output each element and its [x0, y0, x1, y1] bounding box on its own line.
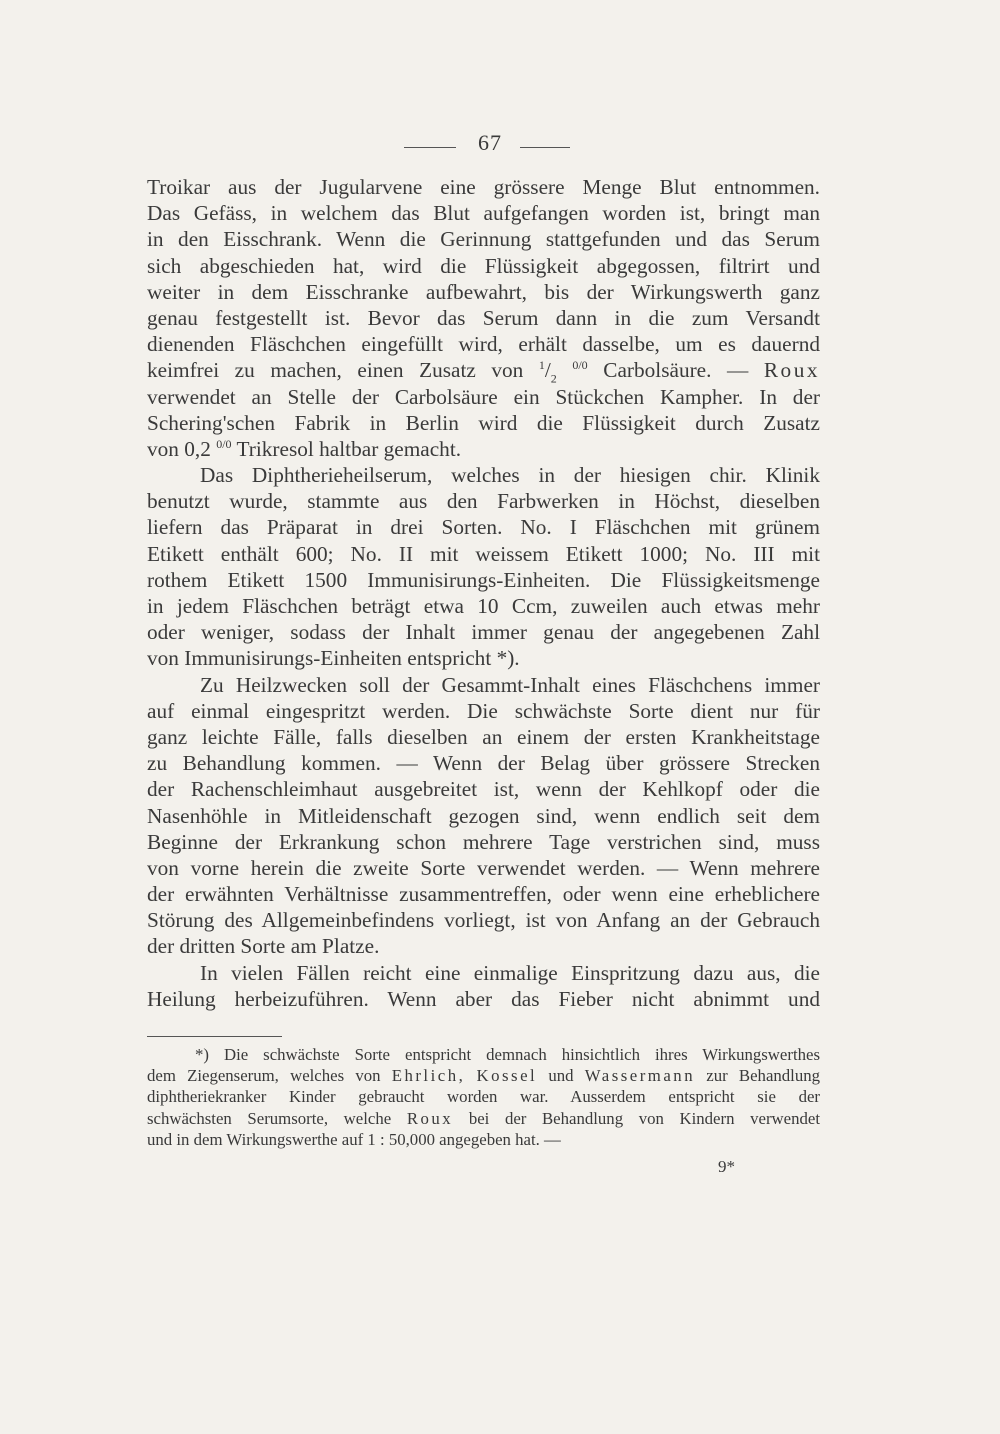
body-line: Das Gefäss, in welchem das Blut aufgefangen worden ist, bringt man — [147, 201, 820, 226]
body-line: oder weniger, sodass der Inhalt immer genau der angegebenen Zahl — [147, 620, 820, 645]
page-number: 67 — [478, 130, 502, 155]
text-fragment: Carbolsäure. — — [603, 358, 749, 383]
body-line: keimfrei zu machen, einen Zusatz von $^1/_2$ $^{0/0}$ Carbolsäure. — Roux — [147, 358, 820, 386]
footnote-line: und in dem Wirkungswerthe auf 1 : 50,000 angegeben hat. — — [147, 1129, 561, 1149]
text-fragment: bei der Behandlung von Kindern verwendet — [468, 1108, 820, 1128]
footnote-line — [147, 1065, 820, 1086]
footnote — [147, 1044, 820, 1150]
body-line: Heilung herbeizuführen. Wenn aber das Fieber nicht abnimmt und — [147, 986, 820, 1011]
body-line: Störung des Allgemeinbefindens vorliegt, ist von Anfang an der Gebrauch — [147, 908, 820, 933]
body-line: von vorne herein die zweite Sorte verwendet werden. — Wenn mehrere — [147, 855, 820, 880]
body-line: dienenden Fläschchen eingefüllt wird, erhält dasselbe, um es dauernd — [147, 332, 820, 357]
body-line: von Immunisirungs-Einheiten entspricht *). — [147, 646, 520, 671]
body-line: der Rachenschleimhaut ausgebreitet ist, wenn der Kehlkopf oder die — [147, 777, 820, 802]
body-line: der dritten Sorte am Platze. — [147, 934, 380, 959]
body-line: Nasenhöhle in Mitleidenschaft gezogen sind, wenn endlich seit dem — [147, 803, 820, 828]
signature-mark: 9* — [718, 1157, 735, 1176]
text-fragment: dem Ziegenserum, welches von — [147, 1066, 381, 1086]
author-name: Ehrlich, — [391, 1066, 466, 1086]
body-line: Etikett enthält 600; No. II mit weissem Etikett 1000; No. III mit — [147, 541, 820, 566]
text-fragment: keimfrei zu machen, einen Zusatz von — [147, 358, 524, 383]
text-fragment: und — [548, 1066, 574, 1086]
header-rule-left — [404, 147, 456, 148]
body-line: verwendet an Stelle der Carbolsäure ein Stückchen Kampher. In der — [147, 384, 820, 409]
text-fragment: schwächsten Serumsorte, welche — [147, 1108, 392, 1128]
footnote-rule — [147, 1036, 282, 1037]
author-name: Kossel — [476, 1066, 538, 1086]
body-line: benutzt wurde, stammte aus den Farbwerken in Höchst, dieselben — [147, 489, 820, 514]
percent-sign: 0/0 — [216, 436, 232, 451]
body-line: zu Behandlung kommen. — Wenn der Belag über grössere Strecken — [147, 751, 820, 776]
page-header — [0, 128, 1000, 160]
author-name: Roux — [763, 358, 820, 383]
body-line: weiter in dem Eisschranke aufbewahrt, bis der Wirkungswerth ganz — [147, 279, 820, 304]
body-line: Beginne der Erkrankung schon mehrere Tage verstrichen sind, muss — [147, 829, 820, 854]
header-rule-right — [520, 147, 570, 148]
body-line: ganz leichte Fälle, falls dieselben an einem der ersten Krankheitstage — [147, 724, 820, 749]
fraction-numerator: 1 — [538, 358, 545, 373]
body-line: rothem Etikett 1500 Immunisirungs-Einheiten. Die Flüssigkeitsmenge — [147, 567, 820, 592]
body-line: Das Diphtherieheilserum, welches in der hiesigen chir. Klinik — [200, 463, 820, 488]
body-line: genau festgestellt ist. Bevor das Serum dann in die zum Versandt — [147, 305, 820, 330]
text-fragment: Trikresol haltbar gemacht. — [236, 436, 462, 461]
body-line: in den Eisschrank. Wenn die Gerinnung stattgefunden und das Serum — [147, 227, 820, 252]
body-line: der erwähnten Verhältnisse zusammentreffen, oder wenn eine erheblichere — [147, 882, 820, 907]
body-line: Zu Heilzwecken soll der Gesammt-Inhalt eines Fläschchens immer — [200, 672, 820, 697]
text-fragment: zur Behandlung — [706, 1066, 821, 1086]
body-line: In vielen Fällen reicht eine einmalige Einspritzung dazu aus, die — [200, 960, 820, 985]
author-name: Roux — [406, 1108, 454, 1128]
footnote-line: diphtheriekranker Kinder gebraucht worden war. Ausserdem entspricht sie der — [147, 1087, 820, 1107]
body-line: Troikar aus der Jugularvene eine grössere Menge Blut entnommen. — [147, 175, 820, 199]
text-fragment: von 0,2 — [147, 436, 211, 461]
author-name: Wassermann — [584, 1066, 696, 1086]
body-line: in jedem Fläschchen beträgt etwa 10 Ccm, zuweilen auch etwas mehr — [147, 594, 820, 618]
body-line: auf einmal eingespritzt werden. Die schwächste Sorte dient nur für — [147, 698, 820, 723]
body-line — [147, 436, 820, 462]
body-text — [147, 174, 820, 1012]
body-line: liefern das Präparat in drei Sorten. No. I Fläschchen mit grünem — [147, 515, 820, 540]
fraction-denominator: 2 — [550, 371, 557, 386]
body-line: sich abgeschieden hat, wird die Flüssigkeit abgegossen, filtrirt und — [147, 253, 820, 278]
body-line: Schering'schen Fabrik in Berlin wird die Flüssigkeit durch Zusatz — [147, 410, 820, 435]
footnote-line: *) Die schwächste Sorte entspricht demnach hinsichtlich ihres Wirkungswerthes — [195, 1045, 820, 1064]
percent-sign: 0/0 — [572, 358, 588, 373]
footnote-line — [147, 1108, 820, 1129]
